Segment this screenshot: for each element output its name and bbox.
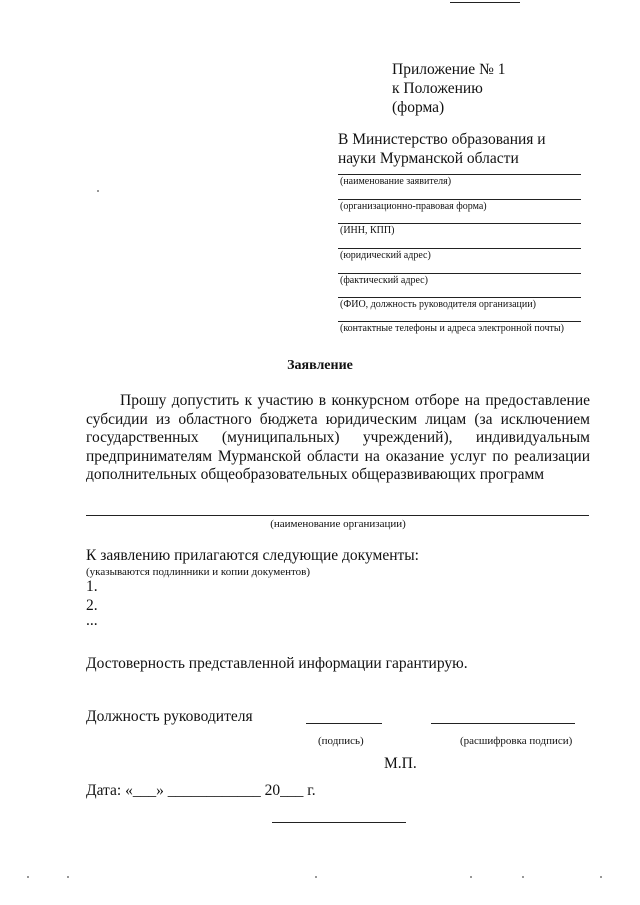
scan-speck [27, 876, 29, 878]
actual-address-line[interactable] [338, 273, 581, 274]
legal-form-line[interactable] [338, 199, 581, 200]
scan-speck [67, 876, 69, 878]
appendix-regulation: к Положению [392, 80, 483, 97]
signature-decoding-line[interactable] [431, 723, 575, 724]
guarantee-statement: Достоверность представленной информации гарантирую. [86, 655, 468, 672]
contacts-line[interactable] [338, 321, 581, 322]
applicant-name-line[interactable] [338, 174, 581, 175]
bottom-rule [272, 822, 406, 823]
organization-name-line[interactable] [86, 515, 589, 516]
scan-speck [522, 876, 524, 878]
scan-speck [97, 190, 99, 192]
scan-speck [315, 876, 317, 878]
top-rule [450, 2, 520, 3]
actual-address-caption: (фактический адрес) [340, 275, 428, 286]
attachment-item-more: ... [86, 612, 98, 629]
applicant-name-caption: (наименование заявителя) [340, 176, 452, 187]
signature-line[interactable] [306, 723, 382, 724]
appendix-header [392, 60, 505, 117]
head-name-line[interactable] [338, 297, 581, 298]
stamp-place: М.П. [384, 755, 417, 772]
appendix-number: Приложение № 1 [392, 61, 506, 78]
contacts-caption: (контактные телефоны и адреса электронной почты) [340, 323, 564, 334]
date-line[interactable]: Дата: «___» ____________ 20___ г. [86, 782, 316, 799]
attachment-item-1: 1. [86, 578, 98, 595]
legal-address-line[interactable] [338, 248, 581, 249]
scan-speck [470, 876, 472, 878]
legal-address-caption: (юридический адрес) [340, 250, 431, 261]
legal-form-caption: (организационно-правовая форма) [340, 201, 487, 212]
recipient-line-1: В Министерство образования и [338, 131, 546, 148]
request-paragraph: Прошу допустить к участию в конкурсном отборе на предоставление субсидии из областного бюджета юридическим лицам (за исключением государственных (муниципальных) учреждений), индивидуальным предпринимателям Мурманской области на оказание услуг по реализации дополнительных общеобразовательных общеразвивающих программ [86, 392, 590, 483]
attachments-intro: К заявлению прилагаются следующие документы: [86, 547, 419, 564]
attachment-item-2: 2. [86, 597, 98, 614]
head-position-label: Должность руководителя [86, 708, 253, 725]
attachments-note: (указываются подлинники и копии документов) [86, 566, 311, 578]
document-title: Заявление [287, 358, 353, 373]
inn-kpp-caption: (ИНН, КПП) [340, 225, 395, 236]
appendix-form: (форма) [392, 99, 445, 116]
inn-kpp-line[interactable] [338, 223, 581, 224]
scan-speck [600, 876, 602, 878]
signature-decoding-caption: (расшифровка подписи) [460, 735, 573, 747]
recipient-line-2: науки Мурманской области [338, 150, 519, 167]
organization-name-caption: (наименование организации) [270, 518, 406, 530]
recipient-block [338, 130, 546, 168]
head-name-caption: (ФИО, должность руководителя организации) [340, 299, 536, 310]
signature-caption: (подпись) [318, 735, 364, 747]
